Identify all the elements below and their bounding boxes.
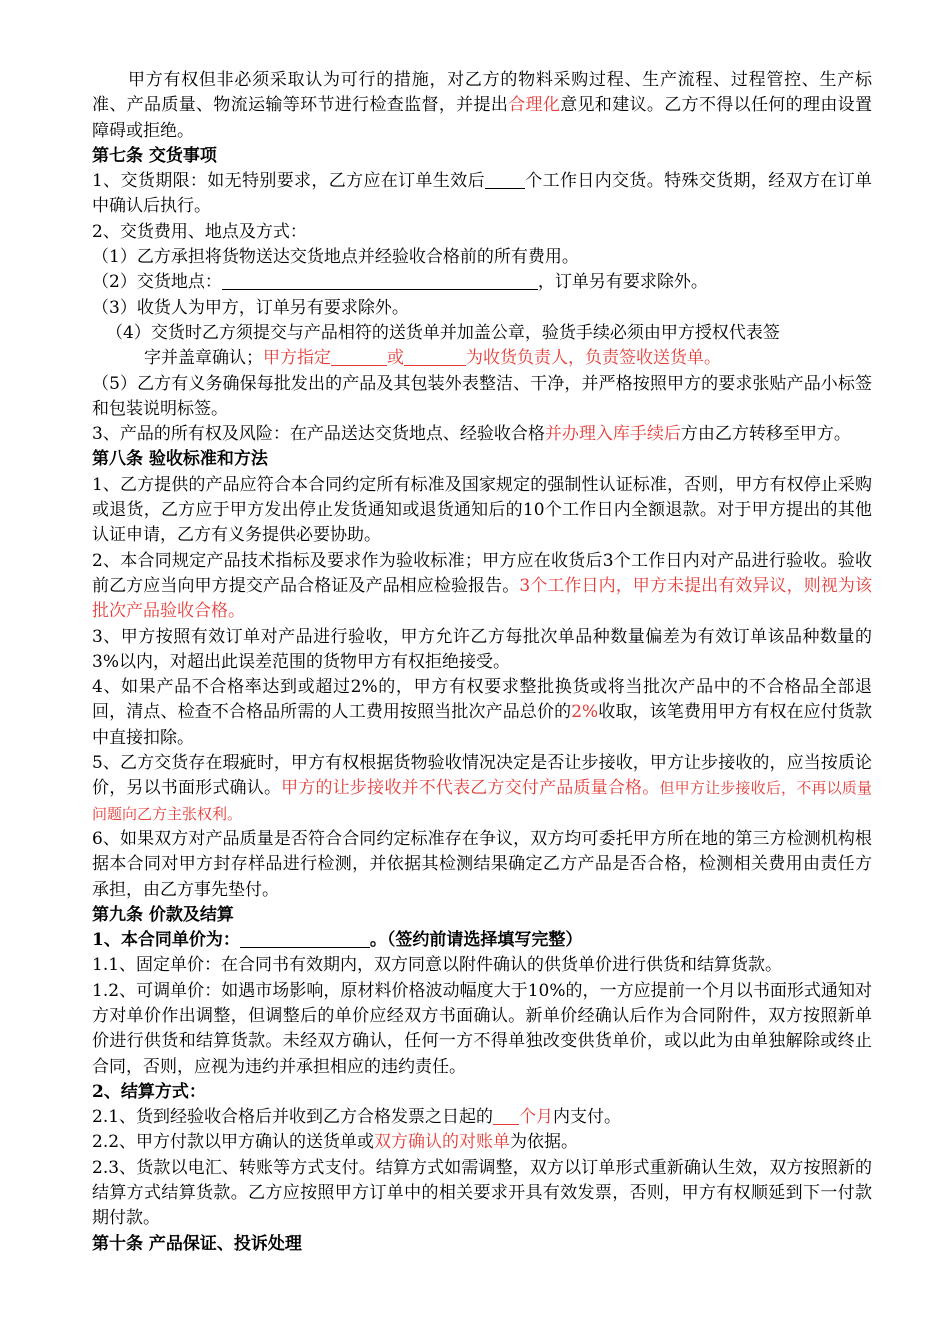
item-text: 个工作日内交货。特殊交货期，经双方在订单中确认后执行。 <box>92 171 872 217</box>
article-9-heading: 第九条 价款及结算 <box>92 904 234 925</box>
highlight-text: 3个工作日内，甲方未提出有效异议，则视为该批次产品验收合格。 <box>92 575 872 622</box>
highlight-text-small: 但甲方让步接收后，不再以质量问题向乙方主张权利。 <box>92 779 872 823</box>
highlight-text: 或 <box>387 348 404 369</box>
article-9-item-2-3: 2.3、货款以电汇、转账等方式支付。结算方式如需调整，双方以订单形式重新确认生效，双方按照新的结算方式结算货款。乙方应按照甲方订单中的相关要求开具有效发票，否则，甲方有权顺延到下一付款期付款。 <box>92 1157 872 1229</box>
article-9-section-2: 2、结算方式： <box>92 1081 206 1102</box>
item-text: 1、交货期限：如无特别要求，乙方应在订单生效后 <box>92 171 485 192</box>
intro-highlight: 合理化 <box>508 95 561 116</box>
article-8-item-6: 6、如果双方对产品质量是否符合合同约定标准存在争议，双方均可委托甲方所在地的第三方检测机构根据本合同对甲方封存样品进行检测，并依据其检测结果确定乙方产品是否合格，检测相关费用由责任方承担，由乙方事先垫付。 <box>92 828 872 900</box>
item-text: 4、如果产品不合格率达到或超过2%的，甲方有权要求整批换货或将当批次产品中的不合格品全部退回，清点、检查不合格品所需的人工费用按照当批次产品总价的 <box>92 677 872 723</box>
article-8-item-4 <box>92 675 872 751</box>
item-text: 内支付。 <box>553 1107 622 1128</box>
highlight-text: 个月 <box>519 1107 554 1128</box>
item-text: 方由乙方转移至甲方。 <box>680 424 851 445</box>
article-8-item-1: 1、乙方提供的产品应符合本合同约定所有标准及国家规定的强制性认证标准，否则，甲方有权停止采购或退货，乙方应于甲方发出停止发货通知或退货通知后的10个工作日内全额退款。对于甲方提出的其他认证申请，乙方有义务提供必要协助。 <box>92 474 872 546</box>
section-text: 。（签约前请选择填写完整） <box>369 930 583 951</box>
item-text: 2.2、甲方付款以甲方确认的送货单或 <box>92 1132 375 1153</box>
item-text: 3、产品的所有权及风险：在产品送达交货地点、经验收合格 <box>92 424 545 445</box>
article-7-sub-4: （4）交货时乙方须提交与产品相符的送货单并加盖公章，验货手续必须由甲方授权代表签 <box>106 322 780 343</box>
article-9-item-1-2: 1.2、可调单价：如遇市场影响，原材料价格波动幅度大于10%的，一方应提前一个月以书面形式通知对方对单价作出调整，但调整后的单价应经双方书面确认。新单价经确认后作为合同附件，双方按照新单价进行供货和结算货款。未经双方确认，任何一方不得单独改变供货单价，或以此为由单独解除或终止合同，否则，应视为违约并承担相应的违约责任。 <box>92 980 872 1077</box>
intro-text: 甲方有权但非必须采取认为可行的措施，对乙方的物料采购过程、生产流程、过程管控、生产标准、产品质量、物流运输等环节进行检查监督，并提出 <box>92 70 872 116</box>
payment-months-blank[interactable] <box>493 1106 519 1125</box>
article-7-sub-1: （1）乙方承担将货物送达交货地点并经验收合格前的所有费用。 <box>92 247 579 268</box>
highlight-text: 双方确认的对账单 <box>374 1132 511 1153</box>
highlight-text: 并办理入库手续后 <box>544 424 681 445</box>
contract-body <box>92 68 872 1257</box>
highlight-text: 甲方的让步接收并不代表乙方交付产品质量合格。 <box>281 778 660 799</box>
item-text: 收取，该笔费用甲方有权在应付货款中直接扣除。 <box>92 702 873 748</box>
article-9-item-2-1 <box>92 1105 872 1130</box>
article-7-sub-4-cont <box>92 346 872 371</box>
item-text: 字并盖章确认； <box>144 348 263 369</box>
item-text: 5、乙方交货存在瑕疵时，甲方有权根据货物验收情况决定是否让步接收，甲方让步接收的，应当按质论价，另以书面形式确认。 <box>92 753 872 799</box>
item-text: 2、本合同规定产品技术指标及要求作为验收标准；甲方应在收货后3个工作日内对产品进行验收。验收前乙方应当向甲方提交产品合格证及产品相应检验报告。 <box>92 550 872 596</box>
article-9-item-1-1: 1.1、固定单价：在合同书有效期内，双方同意以附件确认的供货单价进行供货和结算货款。 <box>92 955 783 976</box>
article-7-sub-3: （3）收货人为甲方，订单另有要求除外。 <box>92 297 409 318</box>
intro-text-end: 意见和建议。乙方不得以任何的理由设置障碍或拒绝。 <box>92 95 873 141</box>
item-text: ，订单另有要求除外。 <box>537 272 708 293</box>
receiver-name-blank-1[interactable] <box>331 347 387 366</box>
item-text: 2.1、货到经验收合格后并收到乙方合格发票之日起的 <box>92 1107 494 1128</box>
receiver-name-blank-2[interactable] <box>404 347 466 366</box>
article-9-section-1 <box>92 928 872 953</box>
article-7-sub-5: （5）乙方有义务确保每批发出的产品及其包装外表整洁、干净，并严格按照甲方的要求张贴产品小标签和包装说明标签。 <box>92 373 872 419</box>
article-8-item-5 <box>92 751 872 827</box>
delivery-days-blank[interactable] <box>485 170 525 189</box>
article-7-heading: 第七条 交货事项 <box>92 145 217 166</box>
item-text: （2）交货地点： <box>92 272 222 293</box>
highlight-text: 2% <box>571 702 599 723</box>
article-8-item-3: 3、甲方按照有效订单对产品进行验收，甲方允许乙方每批次单品种数量偏差为有效订单该品种数量的3%以内，对超出此误差范围的货物甲方有权拒绝接受。 <box>92 626 872 672</box>
highlight-text: 甲方指定 <box>263 348 331 369</box>
article-7-sub-2 <box>92 270 872 295</box>
article-10-heading: 第十条 产品保证、投诉处理 <box>92 1233 302 1254</box>
article-9-item-2-2 <box>92 1130 872 1155</box>
article-8-item-2 <box>92 549 872 625</box>
highlight-text: 为收货负责人，负责签收送货单。 <box>466 348 721 369</box>
intro-paragraph <box>92 68 872 144</box>
article-8-heading: 第八条 验收标准和方法 <box>92 449 268 470</box>
unit-price-blank[interactable] <box>240 929 370 948</box>
article-7-item-3 <box>92 422 872 447</box>
delivery-location-blank[interactable] <box>222 271 538 290</box>
item-text: 为依据。 <box>510 1132 579 1153</box>
section-text: 1、本合同单价为： <box>92 930 240 951</box>
article-7-item-1 <box>92 169 872 220</box>
article-7-item-2: 2、交货费用、地点及方式： <box>92 221 307 242</box>
